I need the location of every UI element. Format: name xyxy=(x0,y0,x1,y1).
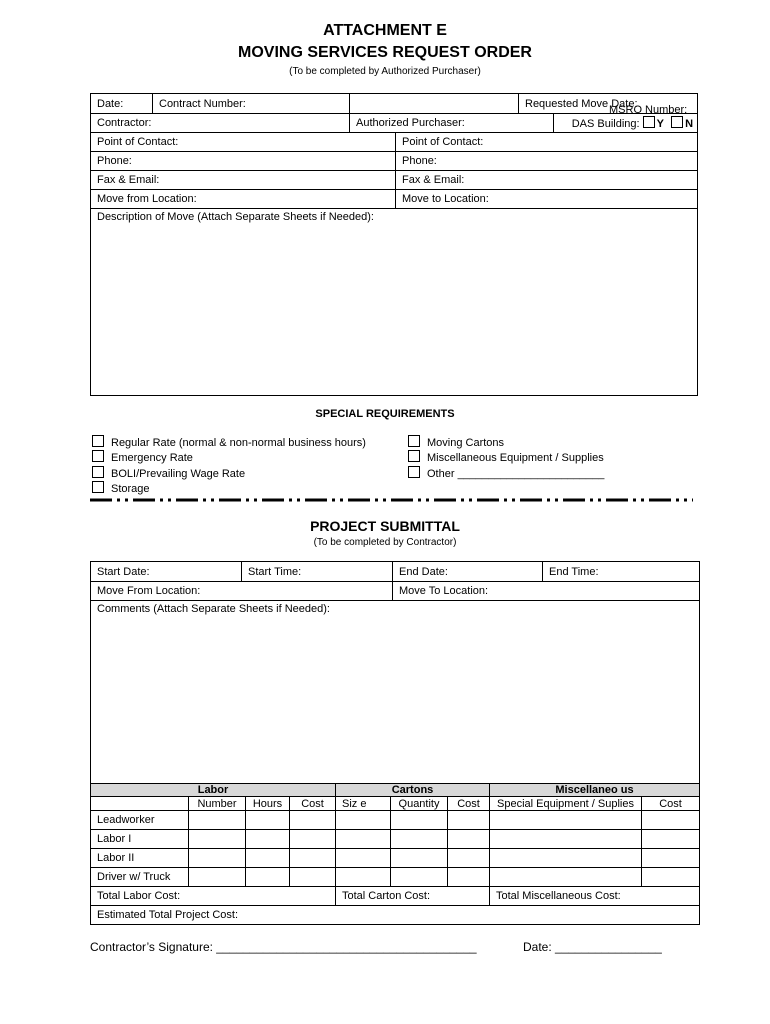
cell[interactable] xyxy=(642,849,700,868)
start-time-field[interactable]: Start Time: xyxy=(242,562,393,582)
cell[interactable] xyxy=(246,830,290,849)
das-yes-checkbox[interactable] xyxy=(643,116,655,128)
cut-line-divider xyxy=(90,497,693,503)
blank-header xyxy=(91,797,189,811)
total-carton-cost[interactable]: Total Carton Cost: xyxy=(336,887,490,906)
point-of-contact-right[interactable]: Point of Contact: xyxy=(396,133,698,152)
special-requirements-right xyxy=(408,435,604,481)
cell[interactable] xyxy=(391,811,448,830)
cell[interactable] xyxy=(391,830,448,849)
project-submittal-table xyxy=(90,561,700,784)
checkbox[interactable] xyxy=(408,450,420,462)
cell[interactable] xyxy=(448,849,490,868)
cell[interactable] xyxy=(448,868,490,887)
project-submittal-instructions: (To be completed by Contractor) xyxy=(313,537,457,548)
misc-cost-column-header: Cost xyxy=(642,797,700,811)
contractor-field[interactable]: Contractor: xyxy=(91,114,350,133)
cell[interactable] xyxy=(391,849,448,868)
table-row xyxy=(91,849,700,868)
cell[interactable] xyxy=(290,811,336,830)
estimated-total-project-cost[interactable]: Estimated Total Project Cost: xyxy=(91,906,700,925)
cell[interactable] xyxy=(448,830,490,849)
row-label: Labor I xyxy=(91,830,189,849)
date-field[interactable]: Date: xyxy=(91,94,153,114)
number-column-header: Number xyxy=(189,797,246,811)
form-subtitle-title: MOVING SERVICES REQUEST ORDER xyxy=(238,44,532,61)
point-of-contact-left[interactable]: Point of Contact: xyxy=(91,133,396,152)
signature-line[interactable]: _______________________________________ xyxy=(216,940,477,954)
cell[interactable] xyxy=(336,868,391,887)
das-no-checkbox[interactable] xyxy=(671,116,683,128)
phone-left[interactable]: Phone: xyxy=(91,152,396,171)
cell[interactable] xyxy=(189,830,246,849)
table-row xyxy=(91,830,700,849)
contract-number-field[interactable]: Contract Number: xyxy=(153,94,350,114)
checkbox[interactable] xyxy=(92,435,104,447)
phone-right[interactable]: Phone: xyxy=(396,152,698,171)
form-instructions: (To be completed by Authorized Purchaser) xyxy=(289,66,481,77)
cell[interactable] xyxy=(336,811,391,830)
cell[interactable] xyxy=(490,849,642,868)
quantity-column-header: Quantity xyxy=(391,797,448,811)
table-row xyxy=(91,868,700,887)
cell[interactable] xyxy=(642,811,700,830)
cell[interactable] xyxy=(290,868,336,887)
submittal-move-from[interactable]: Move From Location: xyxy=(91,582,393,601)
cell[interactable] xyxy=(290,849,336,868)
checkbox[interactable] xyxy=(92,466,104,478)
cell[interactable] xyxy=(448,811,490,830)
submittal-move-to[interactable]: Move To Location: xyxy=(393,582,700,601)
carton-cost-column-header: Cost xyxy=(448,797,490,811)
cartons-header: Cartons xyxy=(336,784,490,797)
req-regular-rate[interactable]: Regular Rate (normal & non-normal business hours) xyxy=(92,435,366,450)
requested-move-date-field[interactable]: Requested Move Date: xyxy=(519,94,698,114)
fax-email-right[interactable]: Fax & Email: xyxy=(396,171,698,190)
fax-email-left[interactable]: Fax & Email: xyxy=(91,171,396,190)
authorized-purchaser-field[interactable]: Authorized Purchaser: xyxy=(350,114,554,133)
msro-number-field[interactable]: MSRO Number: xyxy=(350,94,519,114)
req-storage[interactable]: Storage xyxy=(92,481,366,496)
cell[interactable] xyxy=(189,849,246,868)
contractor-signature[interactable]: Contractor’s Signature: _______________________________________ xyxy=(90,940,477,954)
cell[interactable] xyxy=(336,849,391,868)
signature-date[interactable]: Date: ________________ xyxy=(523,940,662,954)
description-of-move[interactable]: Description of Move (Attach Separate Sheets if Needed): xyxy=(91,209,698,396)
checkbox[interactable] xyxy=(408,435,420,447)
total-misc-cost[interactable]: Total Miscellaneous Cost: xyxy=(490,887,700,906)
cell[interactable] xyxy=(490,811,642,830)
labor-cost-column-header: Cost xyxy=(290,797,336,811)
comments-field[interactable]: Comments (Attach Separate Sheets if Needed): xyxy=(91,601,700,784)
checkbox[interactable] xyxy=(92,450,104,462)
hours-column-header: Hours xyxy=(246,797,290,811)
cell[interactable] xyxy=(642,830,700,849)
special-requirements-heading: SPECIAL REQUIREMENTS xyxy=(315,408,455,420)
req-misc-equipment[interactable]: Miscellaneous Equipment / Supplies xyxy=(408,450,604,465)
cell[interactable] xyxy=(246,868,290,887)
end-time-field[interactable]: End Time: xyxy=(543,562,700,582)
cell[interactable] xyxy=(391,868,448,887)
form-title: ATTACHMENT E xyxy=(323,22,447,39)
date-line[interactable]: ________________ xyxy=(555,940,662,954)
cell[interactable] xyxy=(336,830,391,849)
total-labor-cost[interactable]: Total Labor Cost: xyxy=(91,887,336,906)
table-row xyxy=(91,811,700,830)
row-label: Leadworker xyxy=(91,811,189,830)
special-equipment-column-header: Special Equipment / Suplies xyxy=(490,797,642,811)
cell[interactable] xyxy=(290,830,336,849)
request-form-table xyxy=(90,93,698,396)
req-boli-rate[interactable]: BOLI/Prevailing Wage Rate xyxy=(92,466,366,481)
cell[interactable] xyxy=(490,868,642,887)
cell[interactable] xyxy=(246,811,290,830)
end-date-field[interactable]: End Date: xyxy=(393,562,543,582)
project-submittal-title: PROJECT SUBMITTAL xyxy=(310,518,460,534)
special-requirements-left xyxy=(92,435,366,496)
req-other[interactable]: Other ________________________ xyxy=(408,466,604,481)
cell[interactable] xyxy=(189,811,246,830)
row-label: Labor II xyxy=(91,849,189,868)
cell[interactable] xyxy=(246,849,290,868)
cell[interactable] xyxy=(490,830,642,849)
move-from-location[interactable]: Move from Location: xyxy=(91,190,396,209)
size-column-header: Siz e xyxy=(336,797,391,811)
row-label: Driver w/ Truck xyxy=(91,868,189,887)
checkbox[interactable] xyxy=(408,466,420,478)
cost-table xyxy=(90,783,700,925)
das-building-field[interactable]: DAS Building: Y N xyxy=(554,114,698,133)
misc-header: Miscellaneo us xyxy=(490,784,700,797)
req-emergency-rate[interactable]: Emergency Rate xyxy=(92,450,366,465)
start-date-field[interactable]: Start Date: xyxy=(91,562,242,582)
checkbox[interactable] xyxy=(92,481,104,493)
move-to-location[interactable]: Move to Location: xyxy=(396,190,698,209)
cell[interactable] xyxy=(189,868,246,887)
cell[interactable] xyxy=(642,868,700,887)
req-moving-cartons[interactable]: Moving Cartons xyxy=(408,435,604,450)
labor-header: Labor xyxy=(91,784,336,797)
